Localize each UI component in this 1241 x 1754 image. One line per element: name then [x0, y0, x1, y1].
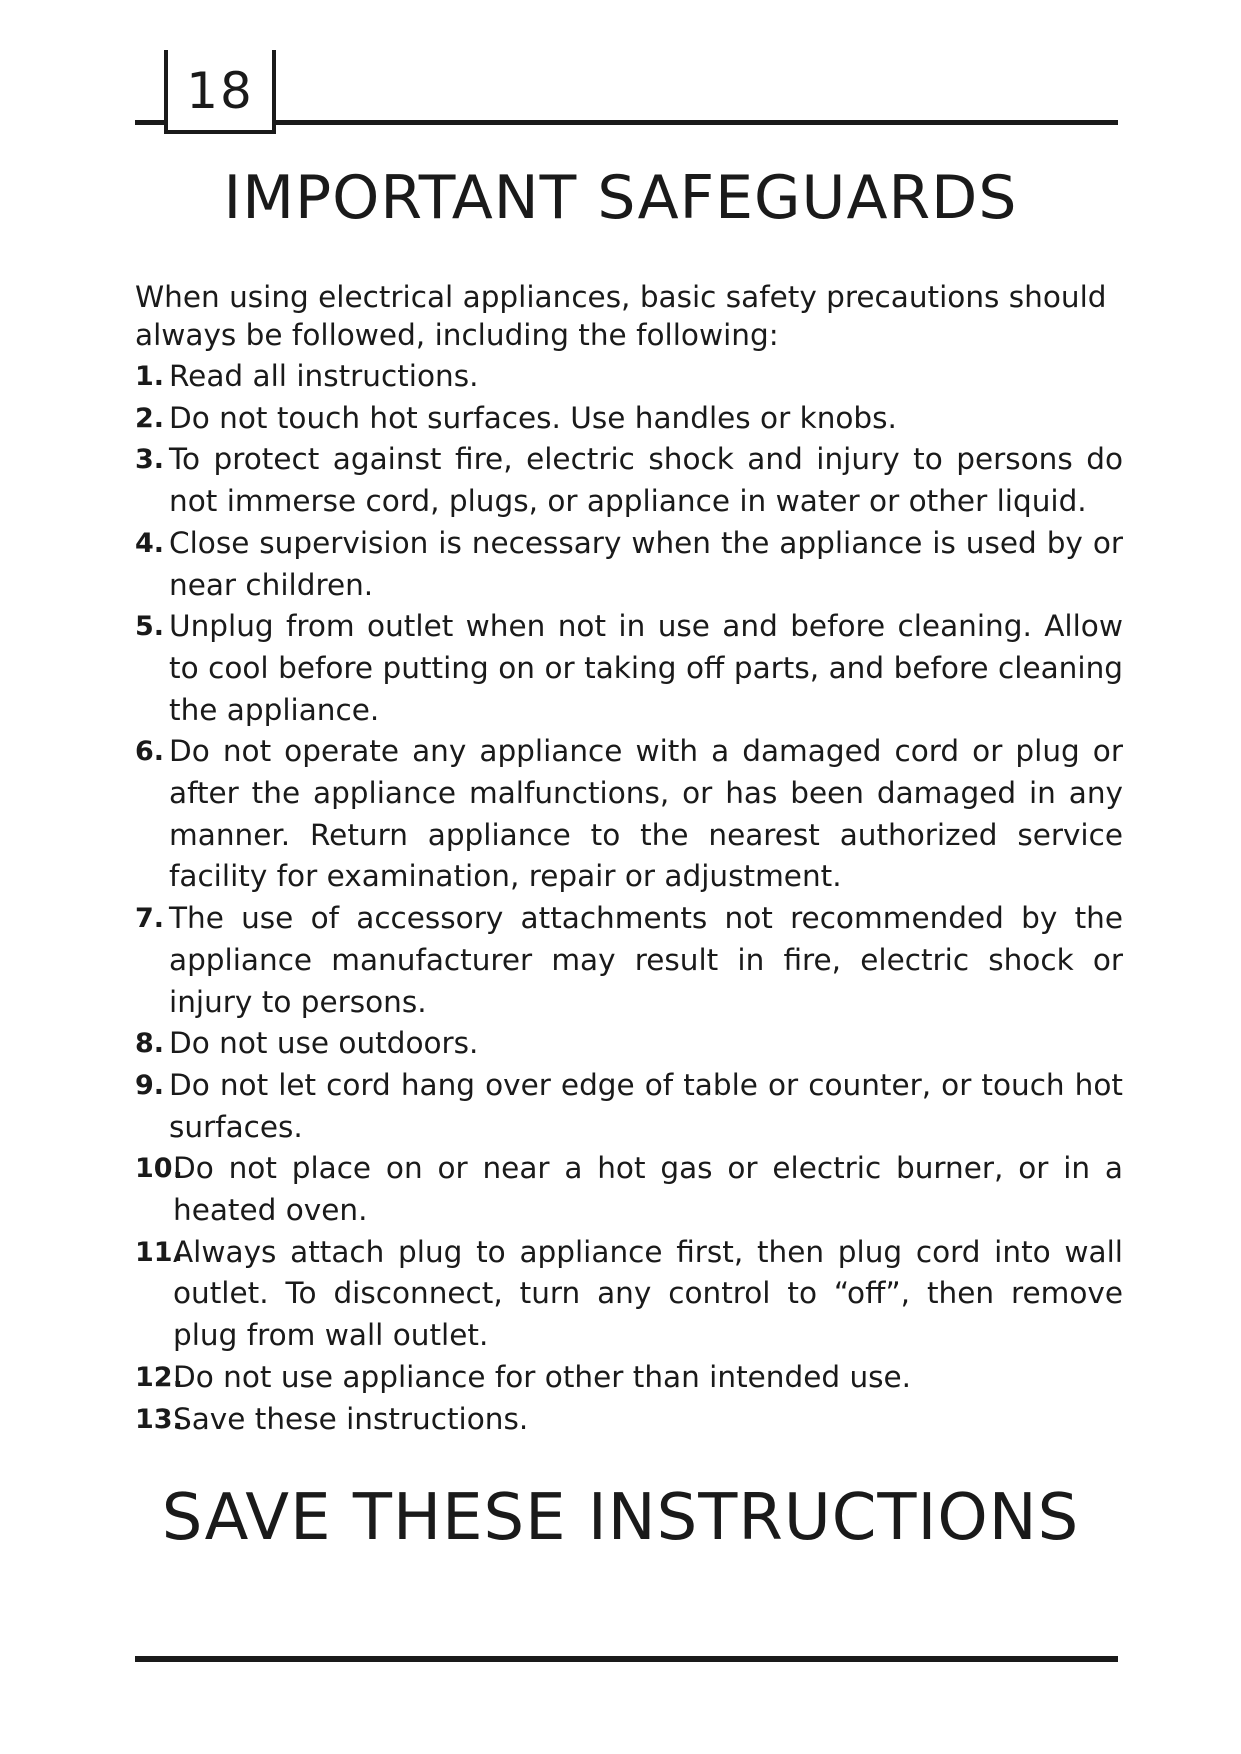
- list-item-number: 11.: [135, 1236, 183, 1268]
- list-item-text: Do not use appliance for other than intended use.: [173, 1359, 912, 1394]
- list-item-text: Close supervision is necessary when the appliance is used by or near children.: [169, 525, 1123, 602]
- page-number: 18: [164, 50, 276, 134]
- list-item-text: Read all instructions.: [169, 359, 479, 393]
- list-item: [135, 1399, 1123, 1441]
- list-item-number: 2.: [135, 402, 165, 434]
- list-item-text: Do not touch hot surfaces. Use handles or knobs.: [169, 400, 897, 435]
- list-item-number: 12.: [135, 1361, 183, 1393]
- list-item-number: 10.: [135, 1153, 183, 1185]
- list-item-text: Always attach plug to appliance first, then plug cord into wall outlet. To disconnect, turn any control to “off”, then remove plug from wall outlet.: [173, 1234, 1123, 1353]
- list-item-number: 9.: [135, 1069, 165, 1101]
- list-item-text: Unplug from outlet when not in use and before cleaning. Allow to cool before putting on or taking off parts, and before cleaning the appliance.: [169, 609, 1123, 727]
- list-item-text: Do not operate any appliance with a damaged cord or plug or after the appliance malfunctions, or has been damaged in any manner. Return appliance to the nearest authorized service facility for examination, repair or adjustment.: [169, 734, 1123, 894]
- list-item-number: 5.: [135, 611, 165, 643]
- safeguards-list: [135, 356, 1123, 1440]
- list-item-number: 7.: [135, 903, 165, 935]
- list-item: [135, 1232, 1123, 1357]
- page-title: IMPORTANT SAFEGUARDS: [223, 163, 1018, 233]
- list-item-number: 6.: [135, 736, 165, 768]
- closing-heading: SAVE THESE INSTRUCTIONS: [161, 1481, 1080, 1555]
- list-item: [135, 1065, 1123, 1148]
- list-item-text: To protect against fire, electric shock and injury to persons do not immerse cord, plugs, or appliance in water or other liquid.: [169, 442, 1123, 519]
- list-item: [135, 606, 1123, 731]
- list-item: [135, 398, 1123, 440]
- list-item-text: Do not let cord hang over edge of table or counter, or touch hot surfaces.: [169, 1067, 1123, 1144]
- list-item: [135, 1023, 1123, 1065]
- list-item-text: The use of accessory attachments not recommended by the appliance manufacturer may result in fire, electric shock or injury to persons.: [169, 901, 1123, 1019]
- list-item-text: Do not use outdoors.: [169, 1026, 479, 1061]
- list-item-number: 3.: [135, 444, 165, 476]
- list-item-text: Do not place on or near a hot gas or electric burner, or in a heated oven.: [173, 1151, 1123, 1228]
- list-item-number: 4.: [135, 527, 165, 559]
- footer-rule: [135, 1656, 1118, 1662]
- list-item-number: 8.: [135, 1028, 165, 1060]
- list-item: [135, 731, 1123, 898]
- list-item-number: 13.: [135, 1403, 183, 1435]
- list-item: [135, 356, 1123, 398]
- header-rule: [135, 120, 1118, 125]
- list-item: [135, 1148, 1123, 1231]
- list-item: [135, 1357, 1123, 1399]
- list-item-text: Save these instructions.: [173, 1401, 529, 1436]
- list-item: [135, 523, 1123, 606]
- list-item: [135, 898, 1123, 1023]
- list-item-number: 1.: [135, 361, 165, 392]
- list-item: [135, 439, 1123, 522]
- intro-paragraph: When using electrical appliances, basic safety precautions should always be followed, including the following:: [135, 280, 1107, 352]
